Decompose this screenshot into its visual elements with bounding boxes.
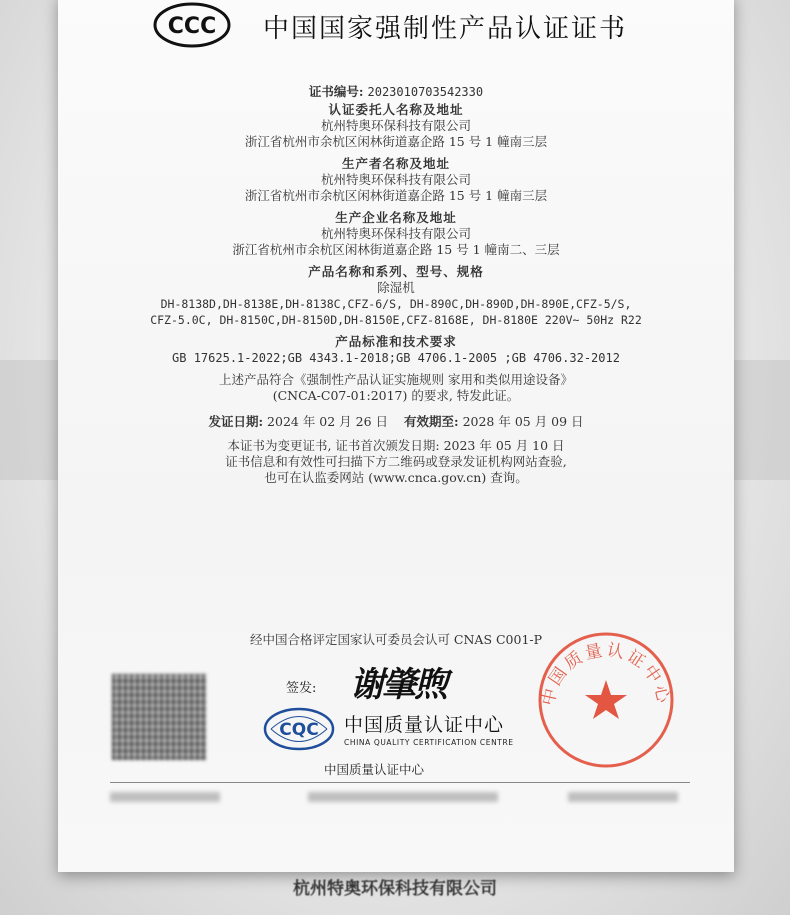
signature (348, 658, 498, 708)
cqc-logo-text: CQC (279, 720, 319, 740)
issue-date-label: 发证日期: (208, 414, 264, 429)
factory-label: 生产企业名称及地址 (335, 210, 457, 225)
certificate-number-row (58, 84, 734, 100)
sign-label: 签发: (286, 681, 317, 696)
factory-address: 浙江省杭州市余杭区闲林街道嘉企路 15 号 1 幢南二、三层 (232, 242, 560, 257)
company-caption: 杭州特奥环保科技有限公司 (293, 879, 497, 899)
footer-divider (110, 782, 690, 783)
cqc-logo-icon (263, 706, 335, 752)
issuer-name-cn: 中国质量认证中心 (344, 714, 505, 736)
certificate-header (153, 0, 633, 50)
standards-label: 产品标准和技术要求 (335, 334, 457, 349)
expiry-date-label: 有效期至: (403, 414, 459, 429)
factory-name: 杭州特奥环保科技有限公司 (320, 226, 471, 241)
seal-text: 中国质量认证中心 (538, 640, 674, 708)
signature-text: 谢肇煦 (350, 665, 446, 705)
standards-list: GB 17625.1-2022;GB 4343.1-2018;GB 4706.1-2005 ;GB 4706.32-2012 (172, 351, 620, 365)
certificate-title: 中国国家强制性产品认证证书 (263, 14, 628, 44)
issuer-name-en: CHINA QUALITY CERTIFICATION CENTRE (344, 738, 514, 747)
note-line-2: 证书信息和有效性可扫描下方二维码或登录发证机构网站查验, (225, 454, 567, 469)
models-line-1: DH-8138D,DH-8138E,DH-8138C,CFZ-6/S, DH-890C,DH-890D,DH-890E,CFZ-5/S, (160, 297, 632, 311)
ccc-logo-icon (153, 2, 231, 48)
expiry-date: 2028 年 05 月 09 日 (462, 414, 584, 429)
footer-blurred-website (110, 792, 220, 802)
note-line-3: 也可在认监委网站 (www.cnca.gov.cn) 查询。 (264, 470, 528, 485)
certificate-number: 2023010703542330 (367, 85, 484, 99)
certificate-number-label: 证书编号: (308, 84, 364, 99)
accreditation-text: 经中国合格评定国家认可委员会认可 CNAS C001-P (249, 632, 543, 647)
certificate-sheet (58, 0, 734, 872)
product-name: 除湿机 (377, 280, 415, 295)
footer-blurred-address (308, 792, 498, 802)
conformity-line-2: (CNCA-C07-01:2017) 的要求, 特发此证。 (272, 388, 520, 403)
qr-code[interactable] (112, 674, 206, 760)
applicant-label: 认证委托人名称及地址 (328, 102, 464, 117)
models-line-2: CFZ-5.0C, DH-8150C,DH-8150D,DH-8150E,CFZ-8168E, DH-8180E 220V~ 50Hz R22 (150, 313, 642, 327)
ccc-logo-text: CCC (167, 14, 217, 39)
manufacturer-label: 生产者名称及地址 (341, 156, 450, 171)
applicant-name: 杭州特奥环保科技有限公司 (320, 118, 471, 133)
product-label: 产品名称和系列、型号、规格 (308, 264, 484, 279)
applicant-address: 浙江省杭州市余杭区闲林街道嘉企路 15 号 1 幢南三层 (244, 134, 548, 149)
issue-date: 2024 年 02 月 26 日 (267, 414, 389, 429)
conformity-line-1: 上述产品符合《强制性产品认证实施规则 家用和类似用途设备》 (219, 372, 573, 387)
note-line-1: 本证书为变更证书, 证书首次颁发日期: 2023 年 05 月 10 日 (227, 438, 565, 453)
manufacturer-name: 杭州特奥环保科技有限公司 (320, 172, 471, 187)
dates-row (58, 414, 734, 430)
official-seal-stamp (536, 630, 676, 770)
certificate-body (58, 84, 734, 486)
manufacturer-address: 浙江省杭州市余杭区闲林街道嘉企路 15 号 1 幢南三层 (244, 188, 548, 203)
footer-blurred-phone (568, 792, 678, 802)
issuer-name-bottom: 中国质量认证中心 (324, 762, 425, 777)
